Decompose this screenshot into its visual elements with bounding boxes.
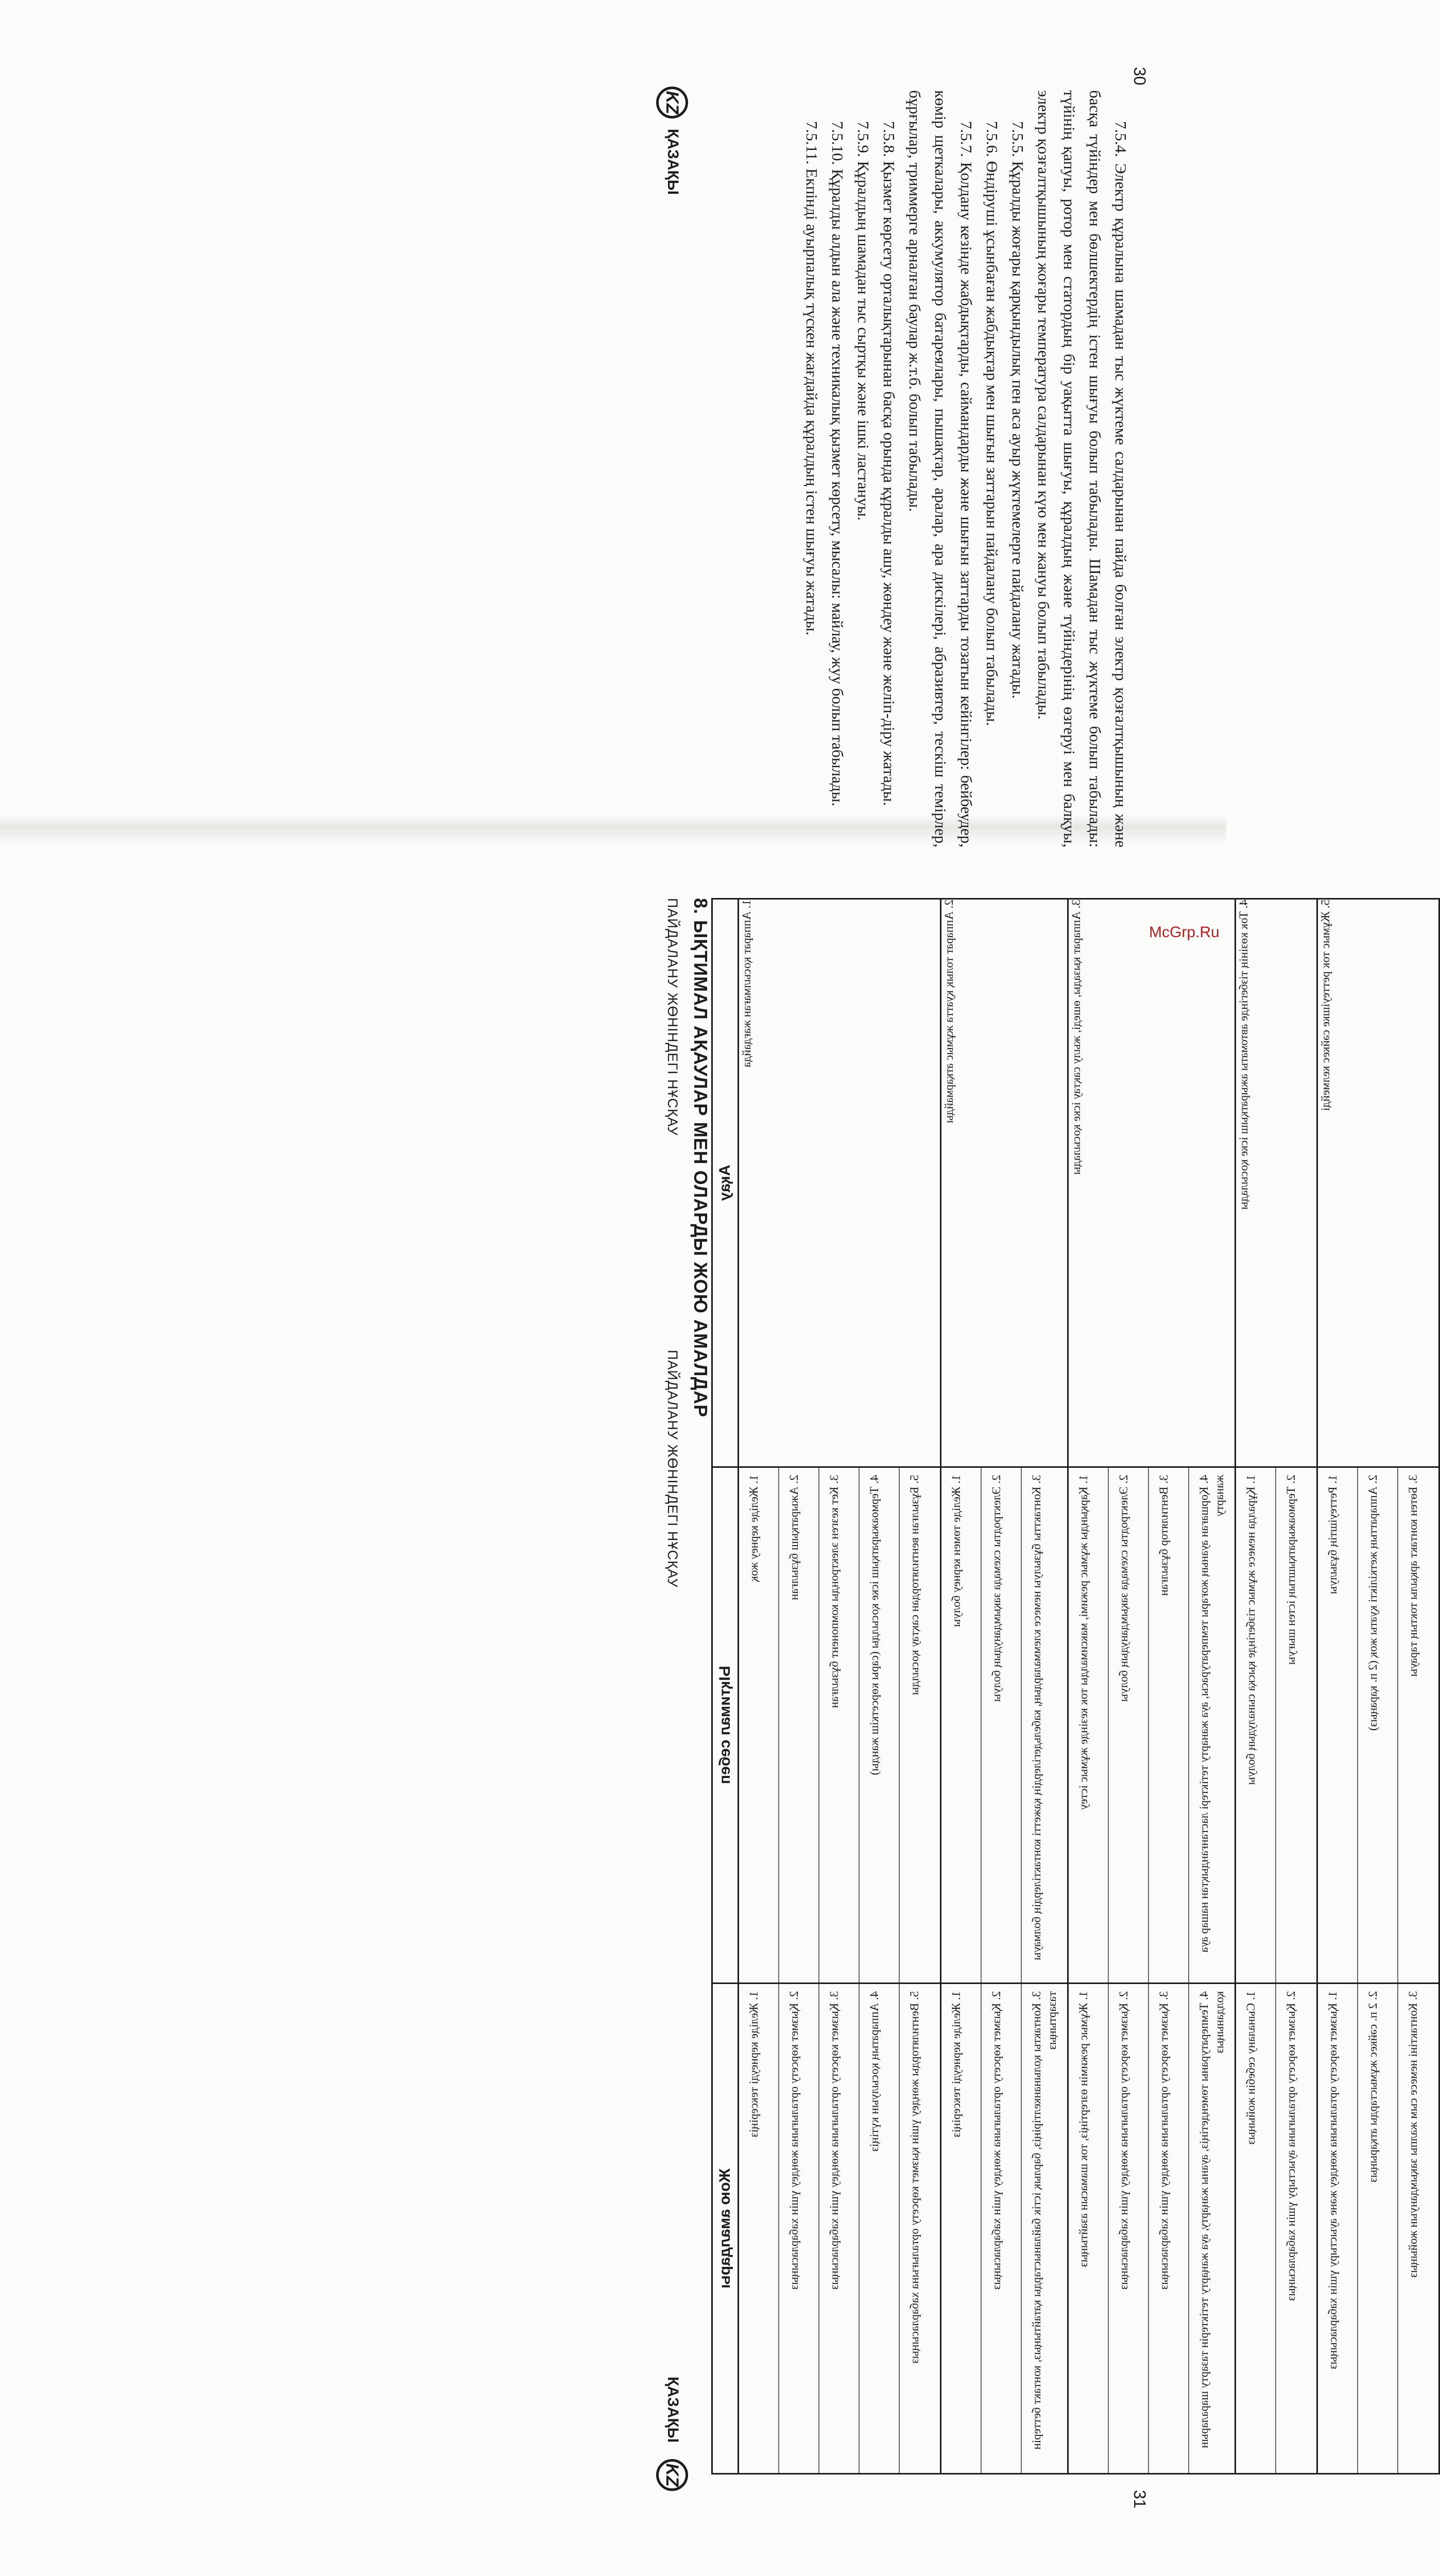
remedy-item: 1. Қызмет көрсету орталығына жөндеу және ауыстыру үшін хабарласыңыз [1318,1984,1358,2473]
paragraph-7-5-10: 7.5.10. Құралды алдын ала және техникалық қызмет көрсету, мысалы: майлау, жуу болып табылады. [829,121,847,807]
cause-item: 2. Аппараттың жеткілікті қуаты жоқ (2 п. қараңыз) [1358,1468,1398,1982]
remedy-item: 1. Желіде кернеуді тексеріңіз [941,1984,982,2473]
remedy-item: 4. Аппаратың қосылуын күтіңіз [860,1984,900,2473]
cause-cell [1317,1467,1439,1983]
cause-item: 1. Құралда немесе жұмыс тізбегінде қысқа сыналудың болуы [1236,1468,1276,1982]
cause-item: 4. Термоажыратқыш іске қосылды (сары көрсеткіш жанды) [860,1468,900,1982]
header-cause: Ықтимал себеп [712,1467,739,1983]
remedy-item: 2. Қызмет көрсету орталығына жөндеу үшін хабарласыңыз [779,1984,819,2473]
remedy-cell [1317,1983,1439,2473]
remedy-item: 3. Қызмет көрсету орталығына жөндеу үшін хабарласыңыз [819,1984,860,2473]
remedy-item: 3. Контакты қолынанкелтіріңіз, барлық істік байланыстарды қатайтыңыз, контакт беттерін тазартыңыз [1030,1991,1058,2450]
cause-cell [941,1467,1068,1983]
cause-item: 4. Қоршаған ауаның жоғары температурасы, ауа жанарту тетіктері ластанғандықтан нашар ауа жанарту [1197,1475,1226,1953]
paragraph-7-5-9: 7.5.9. Құралдың шамадан тыс сыртқы және ішкі ластануы. [854,121,872,521]
language-label-right: ҚАЗАҚЫ [664,2377,681,2443]
remedy-cell [941,1983,1068,2473]
fault-cell: 2. Аппарат толық қуатта жұмыс атқармайды [941,899,1068,1467]
fault-cell: 1. Аппарат қосылмаған жағдайда [739,899,941,1467]
header-fault: Ақау [712,899,739,1467]
cause-item: 1. Желіде төмен кернеу болуы [941,1468,982,1982]
cause-item: 3. Кет кезген электронды компонент бұзылған [819,1468,860,1982]
cause-item: 3. Бөтен контакт арқылы токтың тарауы [1407,1475,1419,1677]
remedy-item: 2. Қызмет көрсету орталығына ауыстыру үшін хабарласыңыз [1284,1991,1297,2301]
fault-cell: 5. Жұмыс ток реттеуішке сәйкес келмейді [1317,899,1439,1467]
paragraph-7-5-8: 7.5.8. Қызмет көрсету орталықтарынан басқа орында құралды ашу, жөндеу және желіп-діру жатады. [880,121,898,806]
remedy-item: 1. Желіде кернеуді тексеріңіз [739,1984,779,2473]
fault-cell: 4. Ток көзінің тізбегінде автоматы ажыратқыш іске қосылады [1236,899,1317,1467]
remedy-cell [1068,1983,1236,2473]
paragraph-7-5-11: 7.5.11. Екпінді ауырпалық түскен жағдайда құралдың істен шығуы жатады. [803,121,821,636]
cause-cell [739,1467,941,1983]
kz-badge-right: KZ [656,2459,688,2491]
page-number-left: 30 [1130,67,1149,86]
cause-item: 2. Электродты схемада зақымданудың болуы [982,1468,1022,1982]
remedy-item: 1. Жұмыс режимін өзгертіңіз, ток шамасын азайтыңыз [1069,1984,1109,2473]
faults-table-inner [711,898,1440,2475]
remedy-item: 3. Қызмет көрсету орталығына жөндеу үшін хабарласыңыз [1149,1984,1189,2473]
cause-cell [1236,1467,1317,1983]
fault-cell: 3. Аппарат қызады, өшеді, жылу сақтау іске қосылады [1068,899,1236,1467]
cause-item: 1. Желіде кернеу жоқ [739,1468,779,1982]
cause-item: 2. Термоажыратқыштың істен шығуы [1284,1475,1297,1665]
remedy-item: 1. Сыналану себебін жойыңыз [1236,1984,1276,2473]
header-title-left: ПАЙДАЛАНУ ЖӨНІНДЕГІ НҰСҚАУ [665,1350,680,1588]
table-row [739,899,941,2474]
remedy-cell [1236,1983,1317,2473]
paragraph-7-5-5: 7.5.5. Құралды жоғары қарқындылық пен аса ауыр жүктемелерге пайдалану жатады. [1009,121,1027,699]
cause-item: 2. Ажыратқыш бұзылған [779,1468,819,1982]
kz-badge-left: KZ [656,87,688,118]
remedy-item: 2. Қызмет көрсету орталығына жөндеу үшін хабарласыңыз [1109,1984,1149,2473]
remedy-item: 3. Контактіні немесе сым жалпы зақымдануын жойыңыз [1407,1991,1419,2278]
table-body [739,899,1439,2474]
cause-item: 1. Қарқынды жұмыс режимі, максималды ток кезінде жұмыс істеу [1069,1468,1109,1982]
warranty-exclusions-text [691,90,1134,848]
section-title: 8. ЫҚТИМАЛ АҚАУЛАР МЕН ОЛАРДЫ ЖОЮ АМАЛДАР [690,898,711,1418]
cause-item: 5. Бұзылған вентилятордан сақтау қосылды [908,1475,921,1696]
table-row [1236,899,1317,2474]
cause-item: 3. Контактты бұзылуы немесе клеммалардың, кабельдегілердің қажетті контактілердің болмауы [1030,1475,1043,1960]
cause-item: 3. Вентилятор бұзылған [1149,1468,1189,1982]
header-remedy: Жою амалдары [712,1983,739,2473]
remedy-item: 2. 2 п. сәйкес жұмыстарды атқарыңыз [1358,1984,1398,2473]
cause-cell [1068,1467,1236,1983]
remedy-cell [739,1983,941,2473]
paragraph-7-5-4: 7.5.4. Электр құралына шамадан тыс жүктеме салдарынан пайда болған электр қозғалтқышының және басқа түйіндер мен бөлшектердің істен шығуы болып табылады. Шамадан тыс жүктеме болып табылады: түйінің қапуы, ротор мен статордың бір уақытта шығуы, құралдың және түйіндерінің өзгеруі мен балқуы, электр қозғалтқышының жоғары температура салдарынан күю мен жануы болып табылады. [1035,90,1130,848]
manual-page-31 [613,867,1419,2576]
watermark: McGrp.Ru [1149,924,1220,941]
table-header-row [712,899,739,2474]
table-row [1317,899,1439,2474]
paragraph-7-5-7: 7.5.7. Қолдану кезінде жабдықтарды, саймандарды және шығын заттарды тозатын кейінгілер: бейбеудер, көмір щеткалары, аккумулятор батареялары, пышақтар, аралар, ара дискілері, абразивтер, тескіш темірлер, бұрғылар, триммерге арналған баулар ж.т.б. болып табылады. [906,90,975,848]
remedy-item: 5. Вентиляторды жөндеу үшін қызмет көрсету орталығына хабарласыңыз [908,1991,921,2364]
table-row [1068,899,1236,2474]
header-title-right: ПАЙДАЛАНУ ЖӨНІНДЕГІ НҰСҚАУ [665,898,680,1136]
paragraph-7-5-6: 7.5.6. Өндіруші ұсынбаған жабдықтар мен шығын заттарын пайдалану болып табылады. [983,121,1001,726]
cause-item: 1. Реттеуіштің бұзылуы [1318,1468,1358,1982]
language-label-left: ҚАЗАҚЫ [664,129,681,195]
table-row [941,899,1068,2474]
remedy-item: 4. Температураны төмендетіңіз, ауаны жаңарту, ауа жаңарту тетіктерін тазарту шараларын қолданыңыз [1197,1991,1226,2448]
page-number-right: 31 [1130,2490,1149,2509]
remedy-item: 2. Қызмет көрсету орталығына жөндеу үшін хабарласыңыз [982,1984,1022,2473]
cause-item: 2. Электродты схемада зақымданудың болуы [1109,1468,1149,1982]
